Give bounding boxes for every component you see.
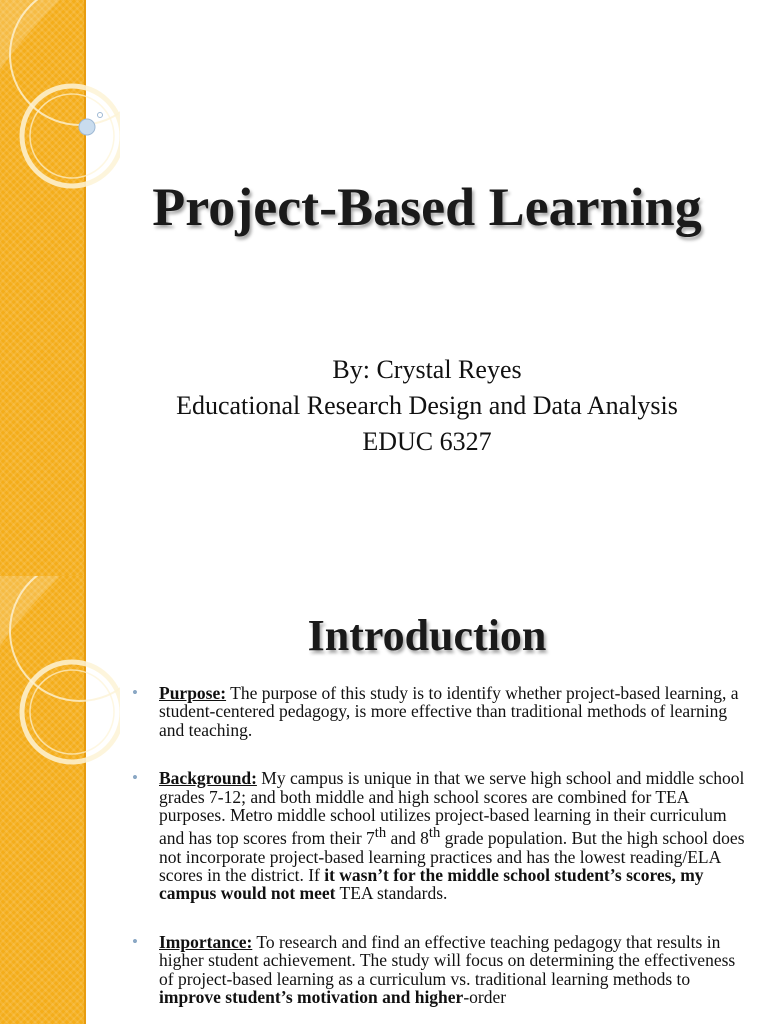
bullet-label: Background:: [159, 768, 257, 789]
superscript: th: [374, 825, 387, 842]
section-title: Introduction: [307, 611, 547, 660]
bullet-text: grade population. But the high school does not incorporate project-based learning practices and has the lowest reading/ELA scores in the district. If: [159, 828, 745, 886]
bullet-text: The purpose of this study is to identify whether project-based learning, a student-centered pedagogy, is more effective than traditional methods of learning and teaching.: [159, 683, 739, 740]
bullet-purpose: [130, 684, 750, 739]
superscript: th: [428, 825, 441, 842]
bullet-text: My campus is unique in that we serve high school and middle school grades 7-12; and both middle and high school scores are combined for TEA purposes. Metro middle school utilizes project-based learning in their curriculum and has top scores from their 7: [159, 768, 745, 849]
course-line: Educational Research Design and Data Analysis: [176, 391, 678, 420]
bullet-icon: •: [132, 931, 138, 951]
bullet-icon: •: [132, 683, 138, 702]
author-line: By: Crystal Reyes: [332, 355, 522, 384]
bullet-text: and 8: [386, 828, 429, 849]
subtitle-block: [86, 352, 768, 460]
bullet-label: Purpose:: [159, 683, 227, 703]
bullet-list: [130, 684, 750, 1024]
bullet-bold-text: it wasn’t for the middle school student’s scores, my campus would not meet: [159, 865, 704, 904]
bullet-label: Importance:: [159, 931, 253, 952]
bullet-importance: [130, 933, 750, 1007]
bullet-text: To research and find an effective teaching pedagogy that results in higher student achievement. The study will focus on determining the effectiveness of project-based learning as a curriculum vs. traditional learning methods to: [159, 931, 736, 989]
bullet-background: [130, 769, 750, 903]
course-code-line: EDUC 6327: [362, 427, 492, 456]
slide-title: Project-Based Learning: [152, 177, 702, 237]
introduction-slide: [0, 576, 768, 1024]
bullet-text: -order: [463, 987, 507, 1008]
bullet-bold-text: improve student’s motivation and higher: [159, 987, 464, 1008]
bullet-icon: •: [132, 768, 138, 788]
decorative-rings: [0, 576, 120, 796]
bullet-text: TEA standards.: [335, 883, 448, 904]
